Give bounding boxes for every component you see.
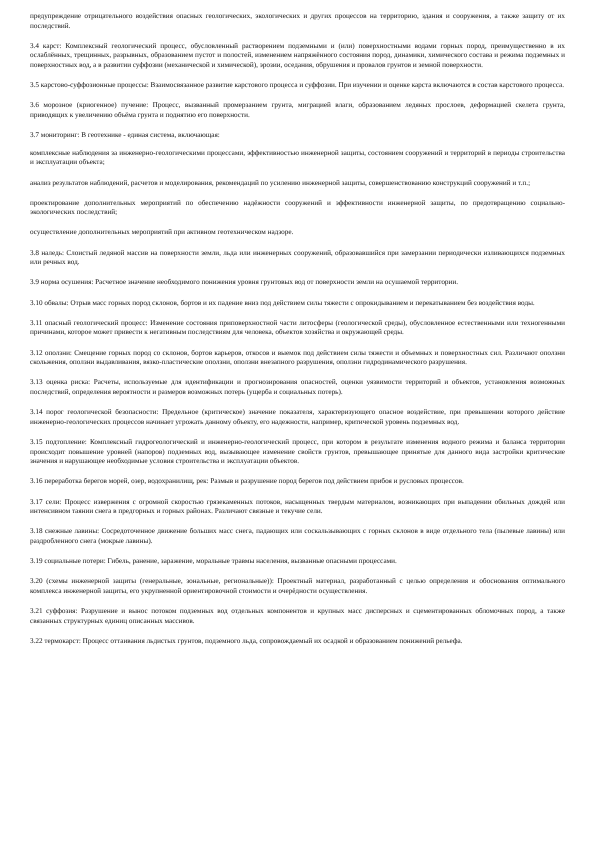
monitoring-item-analysis (30, 179, 565, 189)
paragraph-text: Расчеты, используемые для идентификации и прогнозирования опасностей, оценки уязвимости территорий и объектов, установления возможных последствий, определения вероятности и размеров возможных потерь (ущерба и социальных потерь). (30, 378, 565, 396)
monitoring-item-design (30, 199, 565, 218)
paragraph-term: 3.20 (схемы инженерной защиты (генеральные, зональные, региональные)): (30, 577, 274, 586)
paragraph-term: 3.17 сели: (30, 497, 62, 506)
paragraph-text: Слоистый ледяной массив на поверхности земли, льда или инженерных сооружений, образовавшийся при замерзании периодически изливающихся подземных или речных вод. (30, 248, 566, 267)
definition-3-17-mudflows (30, 498, 565, 517)
paragraph-term: 3.9 норма осушения: (30, 278, 94, 287)
paragraph-term: 3.6 морозное (криогенное) пучение: (30, 101, 149, 110)
paragraph-text: Сосредоточенное движение больших масс снега, падающих или соскальзывающих с горных склонов в виде отдельного тела (пылевые лавины) или раздробленного снега (мокрые лавины). (30, 527, 565, 545)
paragraph-text: Гибель, ранение, заражение, моральные травмы населения, вызванные опасными процессами. (105, 557, 397, 566)
paragraph-term: 3.8 наледь: (30, 248, 65, 257)
paragraph-text: Предельное (критическое) значение показателя, характеризующего опасное воздействие, при превышении которого действие инженерно-геологических процессов начинает угрожать данному объекту, его надежности, например, критической уровень подземных вод. (30, 408, 565, 426)
paragraph-term: 3.5 карстово-суффозионные процессы: (30, 81, 149, 90)
paragraph-term: 3.12 оползни: (30, 348, 72, 357)
definition-3-13-risk-assessment (30, 378, 565, 397)
paragraph-term: 3.15 подтопление: (30, 437, 87, 446)
paragraph-intro-continuation (30, 12, 565, 31)
paragraph-text: Комплексный геологический процесс, обусловленный растворением подземными и (или) поверхностными водами горных пород, преимущественно в их ослаблённых, трещинных, разрывных, образованием пустот и полостей, изменением напряжённого состояния пород, динамики, химического состава и режима подземных и поверхностных вод, а в развитии суффозии (механической и химической), эрозии, оседания, обрушения и провалов грунтов и земной поверхности. (30, 41, 565, 69)
paragraph-term: 3.21 суффозия: (30, 607, 78, 616)
paragraph-text: Изменение состояния приповерхностной части литосферы (геологической среды), обусловленное естественными или техногенными причинами, которое может привести к негативным последствиям для человека, объектов хозяйства и окружающей среды. (30, 318, 565, 337)
paragraph-term: 3.18 снежные лавины: (30, 527, 100, 536)
paragraph-term: 3.11 опасный геологический процесс: (30, 318, 148, 327)
paragraph-text: предупреждение отрицательного воздействия опасных геологических, экологических и других процессов на территорию, здания и сооружения, а также защиту от их последствий. (30, 12, 565, 30)
definition-3-16-shore-reworking (30, 477, 565, 487)
paragraph-text: анализ результатов наблюдений, расчетов и моделирования, рекомендаций по усилению инженерной защиты, совершенствованию конструкций сооружений и т.п.; (30, 178, 531, 187)
paragraph-text: проектирование дополнительных мероприятий по обеспечению надёжности сооружений и эффективности инженерной защиты, по предотвращению социально-экологических последствий; (30, 198, 565, 217)
paragraph-text: Процесс извержения с огромной скоростью грязекаменных потоков, насыщенных твердым материалом, возникающих при выпадении обильных дождей или интенсивном таянии снега в предгорных и горных районах. Различают связные и текучие сели. (30, 497, 565, 516)
monitoring-item-supervision (30, 228, 565, 238)
paragraph-text: Размыв и разрушение пород берегов под действием прибоя и русловых процессов. (208, 477, 464, 486)
paragraph-text: Расчетное значение необходимого понижения уровня грунтовых вод от поверхности земли на осушаемой территории. (93, 278, 458, 287)
definition-3-7-monitoring (30, 131, 565, 141)
paragraph-text: Проектный материал, разработанный с целью определения и обоснования оптимального комплекса инженерной защиты, его укрупненной ориентировочной стоимости и очерёдности осуществления. (30, 577, 565, 595)
definition-3-19-social-losses (30, 557, 565, 567)
paragraph-term: 3.7 мониторинг: (30, 131, 80, 140)
paragraph-text: Отрыв масс горных пород склонов, бортов и их падение вниз под действием силы тяжести с опрокидыванием и перекатыванием без воздействия воды. (68, 298, 535, 307)
definition-3-6-frost-heave (30, 101, 565, 120)
definition-3-8-icing (30, 249, 565, 268)
paragraph-text: Разрушение и вынос потоком подземных вод отдельных компонентов и крупных масс дисперсных и сцементированных обломочных пород, а также связанных структурных единиц описанных массивов. (30, 607, 565, 625)
definition-3-10-rockfalls (30, 299, 565, 309)
definition-3-18-avalanches (30, 527, 565, 546)
paragraph-text: Взаимосвязанное развитие карстового процесса и суффозии. При изучении и оценке карста включаются в состав карстового процесса. (148, 81, 565, 90)
paragraph-term: 3.10 обвалы: (30, 298, 69, 307)
paragraph-text: В геотехнике - единая система, включающая: (79, 131, 220, 140)
paragraph-text: Процесс, вызванный промерзанием грунта, миграцией влаги, образованием ледяных прослоев, деформацией скелета грунта, приводящих к увеличению объёма грунта и поднятию его поверхности. (30, 101, 565, 119)
definition-3-14-safety-threshold (30, 408, 565, 427)
definition-3-4-karst (30, 42, 565, 71)
definition-3-15-flooding (30, 438, 565, 467)
paragraph-text: Процесс оттаивания льдистых грунтов, подземного льда, сопровождаемый их осадкой и образованием понижений рельефа. (80, 636, 463, 645)
definition-3-12-landslides (30, 349, 565, 368)
definition-3-5-karst-suffosion (30, 81, 565, 91)
definition-3-20-protection-schemes (30, 577, 565, 596)
paragraph-term: 3.22 термокарст: (30, 636, 81, 645)
paragraph-term: 3.19 социальные потери: (30, 557, 106, 566)
definition-3-22-thermokarst (30, 637, 565, 647)
paragraph-term: 3.4 карст: (30, 41, 62, 50)
definition-3-9-drainage-norm (30, 278, 565, 288)
paragraph-term: 3.16 переработка берегов морей, озер, водохранилищ, рек: (30, 477, 209, 486)
paragraph-term: 3.14 порог геологической безопасности: (30, 408, 159, 417)
paragraph-text: осуществление дополнительных мероприятий при активном геотехническом надзоре. (30, 228, 294, 237)
paragraph-text: Смещение горных пород со склонов, бортов карьеров, откосов и выемок под действием силы тяжести и объемных и поверхностных сил. Различают оползни скольжения, оползни выдавливания, вязко-пластические оползни, оползни внезапного разрушения, оползни гидродинамического разрушения. (30, 348, 566, 367)
monitoring-item-observations (30, 149, 565, 168)
paragraph-text: Комплексный гидрогеологический и инженерно-геологический процесс, при котором в результате изменения водного режима и баланса территории происходит повышение уровней (напоров) подземных вод, вызывающее изменение свойств грунтов, превышающее принятые для данного вида застройки критические значения и нарушающее необходимые условия строительства и эксплуатации объектов. (30, 437, 565, 466)
paragraph-term: 3.13 оценка риска: (30, 378, 91, 387)
paragraph-text: комплексные наблюдения за инженерно-геологическими процессами, эффективностью инженерной защиты, состоянием сооружений и территорий в периоды строительства и эксплуатации объекта; (30, 148, 565, 167)
definition-3-21-suffosion (30, 607, 565, 626)
definition-3-11-hazard-process (30, 319, 565, 338)
